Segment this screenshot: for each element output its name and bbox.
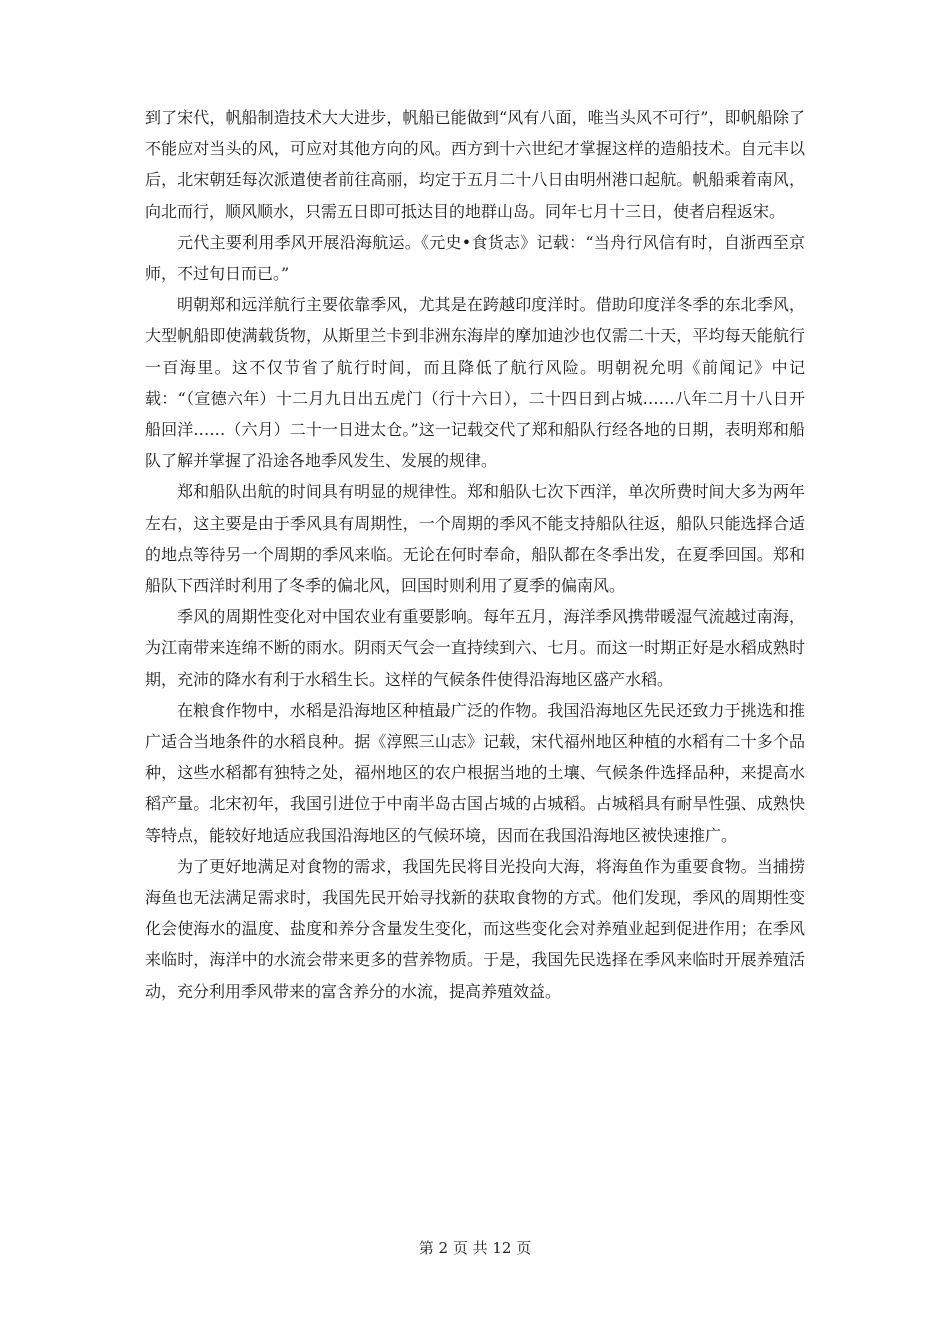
paragraph-zheng-he-monsoon: 明朝郑和远洋航行主要依靠季风，尤其是在跨越印度洋时。借助印度洋冬季的东北季风，大型帆船即使满载货物，从斯里兰卡到非洲东海岸的摩加迪沙也仅需二十天，平均每天能航行一百海里。这不仅节省了航行时间，而且降低了航行风险。明朝祝允明《前闻记》中记载：“（宣德六年）十二月九日出五虎门（行十六日），二十四日到占城……八年二月十八日开船回洋……（六月）二十一日进太仓。”这一记载交代了郑和船队行经各地的日期，表明郑和船队了解并掌握了沿途各地季风发生、发展的规律。 — [145, 295, 805, 471]
paragraph-aquaculture: 为了更好地满足对食物的需求，我国先民将目光投向大海，将海鱼作为重要食物。当捕捞海鱼也无法满足需求时，我国先民开始寻找新的获取食物的方式。他们发现，季风的周期性变化会使海水的温度、盐度和养分含量发生变化，而这些变化会对养殖业起到促进作用；在季风来临时，海洋中的水流会带来更多的营养物质。于是，我国先民选择在季风来临时开展养殖活动，充分利用季风带来的富含养分的水流，提高养殖效益。 — [145, 856, 805, 1001]
document-body — [145, 102, 805, 1007]
page-number-footer: 第 2 页 共 12 页 — [418, 1239, 532, 1257]
paragraph-yuan-dynasty-shipping: 元代主要利用季风开展沿海航运。《元史•食货志》记载：“当舟行风信有时，自浙西至京师，不过旬日而已。” — [145, 232, 805, 284]
paragraph-zheng-he-schedule: 郑和船队出航的时间具有明显的规律性。郑和船队七次下西洋，单次所费时间大多为两年左右，这主要是由于季风具有周期性，一个周期的季风不能支持船队往返，船队只能选择合适的地点等待另一个周期的季风来临。无论在何时奉命，船队都在冬季出发，在夏季回国。郑和船队下西洋时利用了冬季的偏北风，回国时则利用了夏季的偏南风。 — [145, 482, 805, 596]
paragraph-song-dynasty-sailing: 到了宋代，帆船制造技术大大进步，帆船已能做到“风有八面，唯当头风不可行”，即帆船除了不能应对当头的风，可应对其他方向的风。西方到十六世纪才掌握这样的造船技术。自元丰以后，北宋朝廷每次派遣使者前往高丽，均定于五月二十八日由明州港口起航。帆船乘着南风，向北而行，顺风顺水，只需五日即可抵达目的地群山岛。同年七月十三日，使者启程返宋。 — [145, 108, 805, 221]
paragraph-monsoon-agriculture: 季风的周期性变化对中国农业有重要影响。每年五月，海洋季风携带暖湿气流越过南海，为江南带来连绵不断的雨水。阴雨天气会一直持续到六、七月。而这一时期正好是水稻成熟时期，充沛的降水有利于水稻生长。这样的气候条件使得沿海地区盛产水稻。 — [145, 607, 805, 689]
paragraph-rice-cultivation: 在粮食作物中，水稻是沿海地区种植最广泛的作物。我国沿海地区先民还致力于挑选和推广适合当地条件的水稻良种。据《淳熙三山志》记载，宋代福州地区种植的水稻有二十多个品种，这些水稻都有独特之处，福州地区的农户根据当地的土壤、气候条件选择品种，来提高水稻产量。北宋初年，我国引进位于中南半岛古国占城的占城稻。占城稻具有耐旱性强、成熟快等特点，能较好地适应我国沿海地区的气候环境，因而在我国沿海地区被快速推广。 — [145, 700, 805, 845]
